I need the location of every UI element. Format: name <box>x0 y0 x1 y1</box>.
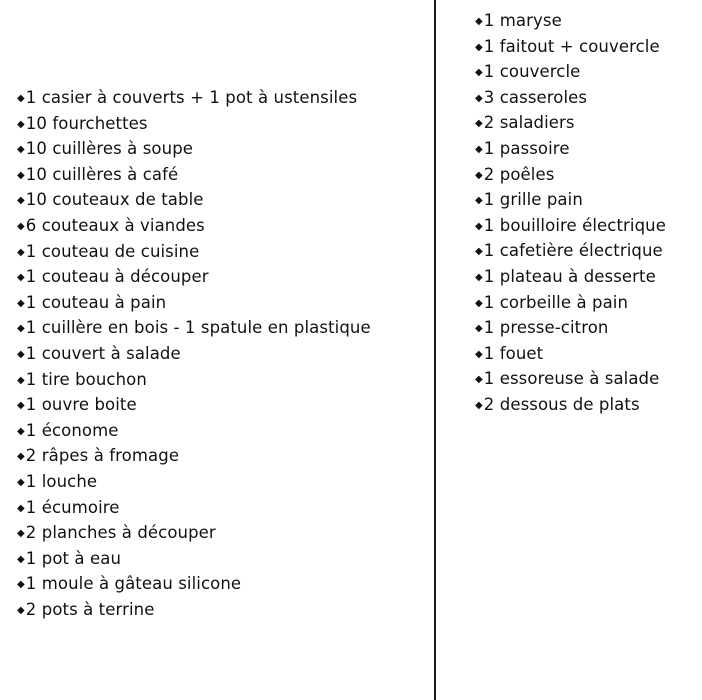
list-item-text: 1 ouvre boite <box>25 395 137 415</box>
list-item-text: 1 pot à eau <box>25 548 121 568</box>
bullet-icon: ◆ <box>475 374 483 386</box>
list-item-text: 1 corbeille à pain <box>483 292 629 312</box>
list-item <box>17 239 371 265</box>
list-item-text: 6 couteaux à viandes <box>25 215 205 235</box>
list-item-text: 1 bouilloire électrique <box>483 215 666 235</box>
list-item-text: 1 cuillère en bois - 1 spatule en plastique <box>25 318 371 338</box>
bullet-icon: ◆ <box>17 348 25 360</box>
list-item-text: 1 louche <box>25 471 98 491</box>
left-inventory-list <box>17 85 371 622</box>
bullet-icon: ◆ <box>17 220 25 232</box>
list-item <box>17 136 371 162</box>
bullet-icon: ◆ <box>17 246 25 258</box>
list-item-text: 1 presse-citron <box>483 318 609 338</box>
bullet-icon: ◆ <box>17 93 25 104</box>
bullet-icon: ◆ <box>475 41 483 53</box>
list-item-text: 1 fouet <box>483 343 544 363</box>
list-item <box>17 111 371 137</box>
list-item <box>475 392 666 418</box>
list-item <box>475 366 666 392</box>
list-item-text: 1 plateau à desserte <box>483 266 656 286</box>
list-item-text: 1 moule à gâteau silicone <box>25 574 242 594</box>
list-item <box>475 162 666 188</box>
bullet-icon: ◆ <box>17 502 25 514</box>
list-item-text: 1 couteau à découper <box>25 267 209 287</box>
bullet-icon: ◆ <box>17 118 25 130</box>
list-item <box>475 213 666 239</box>
list-item <box>475 187 666 213</box>
bullet-icon: ◆ <box>475 246 483 258</box>
bullet-icon: ◆ <box>475 195 483 207</box>
bullet-icon: ◆ <box>17 476 25 488</box>
list-item-text: 2 pots à terrine <box>25 599 155 619</box>
list-item-text: 10 cuillères à soupe <box>25 139 194 159</box>
list-item <box>17 495 371 521</box>
list-item-text: 2 saladiers <box>483 113 575 133</box>
list-item <box>17 315 371 341</box>
list-item-text: 1 écumoire <box>25 497 120 517</box>
list-item <box>17 418 371 444</box>
bullet-icon: ◆ <box>475 220 483 232</box>
list-item-text: 1 couvercle <box>483 62 581 82</box>
list-item <box>17 162 371 188</box>
list-item-text: 1 économe <box>25 420 119 440</box>
list-item <box>475 136 666 162</box>
bullet-icon: ◆ <box>475 399 483 411</box>
bullet-icon: ◆ <box>475 16 483 27</box>
bullet-icon: ◆ <box>17 374 25 386</box>
bullet-icon: ◆ <box>475 92 483 104</box>
list-item <box>17 546 371 572</box>
list-item-text: 1 couvert à salade <box>25 343 181 363</box>
list-item-text: 1 passoire <box>483 138 570 158</box>
bullet-icon: ◆ <box>475 143 483 155</box>
list-item <box>17 520 371 546</box>
list-item <box>475 59 666 85</box>
bullet-icon: ◆ <box>17 425 25 437</box>
bullet-icon: ◆ <box>475 169 483 181</box>
list-item-text: 1 couteau de cuisine <box>25 241 200 261</box>
right-inventory-list <box>475 8 666 418</box>
bullet-icon: ◆ <box>17 297 25 309</box>
list-item-text: 1 tire bouchon <box>25 369 147 389</box>
bullet-icon: ◆ <box>475 271 483 283</box>
list-item-text: 10 couteaux de table <box>25 190 204 210</box>
list-item-text: 2 râpes à fromage <box>25 446 180 466</box>
bullet-icon: ◆ <box>17 195 25 207</box>
bullet-icon: ◆ <box>17 272 25 284</box>
list-item-text: 1 cafetière électrique <box>483 241 663 261</box>
list-item <box>17 392 371 418</box>
list-item-text: 1 casier à couverts + 1 pot à ustensiles <box>25 88 358 107</box>
list-item <box>17 341 371 367</box>
list-item-text: 1 couteau à pain <box>25 292 167 312</box>
list-item <box>17 571 371 597</box>
list-item-text: 1 maryse <box>483 11 562 30</box>
bullet-icon: ◆ <box>475 67 483 79</box>
list-item <box>475 110 666 136</box>
bullet-icon: ◆ <box>475 297 483 309</box>
bullet-icon: ◆ <box>17 528 25 540</box>
list-item <box>475 341 666 367</box>
bullet-icon: ◆ <box>475 323 483 335</box>
list-item <box>475 264 666 290</box>
list-item <box>17 367 371 393</box>
bullet-icon: ◆ <box>17 553 25 565</box>
bullet-icon: ◆ <box>17 169 25 181</box>
bullet-icon: ◆ <box>17 579 25 591</box>
bullet-icon: ◆ <box>17 144 25 156</box>
column-divider <box>434 0 436 700</box>
list-item <box>475 8 666 34</box>
list-item <box>17 597 371 623</box>
list-item-text: 3 casseroles <box>483 87 588 107</box>
list-item-text: 2 poêles <box>483 164 555 184</box>
list-item-text: 1 faitout + couvercle <box>483 36 660 56</box>
list-item-text: 1 grille pain <box>483 190 583 210</box>
list-item <box>17 443 371 469</box>
list-item <box>17 187 371 213</box>
bullet-icon: ◆ <box>17 400 25 412</box>
list-item-text: 10 cuillères à café <box>25 164 179 184</box>
bullet-icon: ◆ <box>17 323 25 335</box>
list-item-text: 2 planches à découper <box>25 523 216 543</box>
list-item <box>17 85 371 111</box>
list-item <box>475 238 666 264</box>
list-item <box>475 85 666 111</box>
bullet-icon: ◆ <box>475 118 483 130</box>
bullet-icon: ◆ <box>17 451 25 463</box>
list-item <box>17 290 371 316</box>
list-item <box>475 290 666 316</box>
list-item <box>475 315 666 341</box>
bullet-icon: ◆ <box>17 604 25 616</box>
list-item-text: 2 dessous de plats <box>483 394 640 414</box>
list-item-text: 10 fourchettes <box>25 113 148 133</box>
list-item <box>475 34 666 60</box>
list-item <box>17 213 371 239</box>
list-item <box>17 469 371 495</box>
bullet-icon: ◆ <box>475 348 483 360</box>
list-item-text: 1 essoreuse à salade <box>483 369 660 389</box>
list-item <box>17 264 371 290</box>
